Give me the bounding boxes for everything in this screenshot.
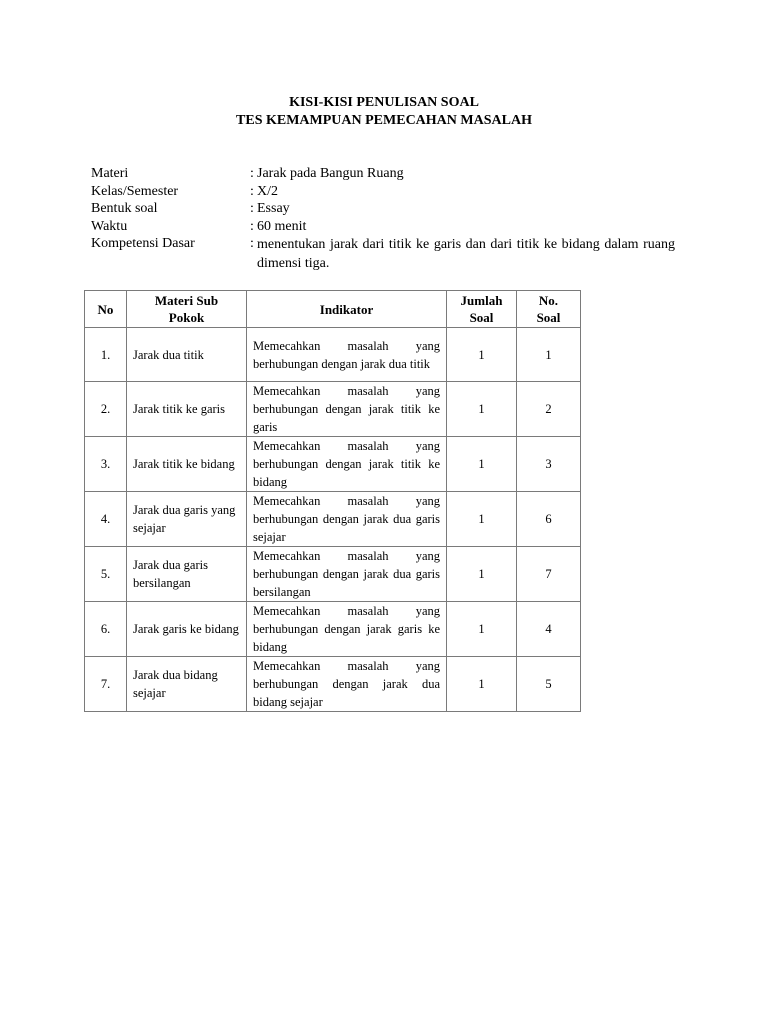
header-materi [127, 291, 247, 328]
table-row [85, 547, 581, 602]
cell-materi: Jarak titik ke garis [127, 382, 247, 437]
cell-indikator: Memecahkan masalah yang berhubungan dengan jarak titik ke bidang [247, 437, 447, 492]
info-value: 60 menit [257, 218, 307, 234]
cell-nosoal: 6 [517, 492, 581, 547]
cell-jumlah: 1 [447, 492, 517, 547]
info-colon: : [250, 218, 254, 234]
info-label: Kelas/Semester [91, 183, 179, 199]
header-materi-line1: Materi Sub [154, 293, 219, 308]
info-row-materi [91, 165, 681, 183]
table-header-row [85, 291, 581, 328]
info-row-kelas-semester [91, 183, 681, 201]
cell-indikator: Memecahkan masalah yang berhubungan dengan jarak dua bidang sejajar [247, 657, 447, 712]
info-value: Jarak pada Bangun Ruang [257, 166, 404, 181]
info-value: X/2 [257, 183, 278, 199]
header-nosoal-line1: No. [538, 293, 559, 308]
table-row [85, 328, 581, 382]
info-row-bentuk-soal [91, 200, 681, 218]
cell-no: 6. [85, 602, 127, 657]
cell-nosoal: 5 [517, 657, 581, 712]
info-row-kompetensi-dasar [91, 235, 681, 272]
cell-indikator: Memecahkan masalah yang berhubungan dengan jarak dua titik [247, 328, 447, 382]
header-jumlah-line2: Soal [469, 310, 494, 325]
cell-nosoal: 2 [517, 382, 581, 437]
header-no: No [85, 291, 127, 328]
info-colon: : [250, 236, 254, 252]
header-indikator: Indikator [247, 291, 447, 328]
cell-nosoal: 3 [517, 437, 581, 492]
cell-indikator: Memecahkan masalah yang berhubungan dengan jarak dua garis sejajar [247, 492, 447, 547]
cell-indikator: Memecahkan masalah yang berhubungan dengan jarak dua garis bersilangan [247, 547, 447, 602]
header-materi-line2: Pokok [168, 310, 205, 325]
cell-materi: Jarak dua garis bersilangan [127, 547, 247, 602]
info-colon: : [250, 201, 254, 217]
info-value: Essay [257, 201, 290, 217]
cell-jumlah: 1 [447, 657, 517, 712]
info-label: Materi [91, 166, 129, 181]
cell-nosoal: 4 [517, 602, 581, 657]
document-subtitle: TES KEMAMPUAN PEMECAHAN MASALAH [236, 113, 532, 128]
table-row [85, 602, 581, 657]
cell-no: 1. [85, 328, 127, 382]
cell-no: 5. [85, 547, 127, 602]
cell-nosoal: 1 [517, 328, 581, 382]
cell-jumlah: 1 [447, 602, 517, 657]
cell-indikator: Memecahkan masalah yang berhubungan dengan jarak garis ke bidang [247, 602, 447, 657]
cell-jumlah: 1 [447, 328, 517, 382]
cell-materi: Jarak dua titik [127, 328, 247, 382]
cell-materi: Jarak dua bidang sejajar [127, 657, 247, 712]
table-row [85, 657, 581, 712]
cell-no: 7. [85, 657, 127, 712]
info-colon: : [250, 166, 254, 181]
cell-no: 3. [85, 437, 127, 492]
header-jumlah [447, 291, 517, 328]
table-row [85, 492, 581, 547]
info-colon: : [250, 183, 254, 199]
header-nosoal-line2: Soal [536, 310, 561, 325]
header-nosoal [517, 291, 581, 328]
table-row [85, 382, 581, 437]
table-row [85, 437, 581, 492]
cell-materi: Jarak dua garis yang sejajar [127, 492, 247, 547]
info-label: Kompetensi Dasar [91, 236, 195, 252]
info-value: menentukan jarak dari titik ke garis dan dari titik ke bidang dalam ruang dimensi tiga. [257, 237, 675, 272]
cell-materi: Jarak titik ke bidang [127, 437, 247, 492]
cell-no: 4. [85, 492, 127, 547]
kisi-kisi-table [84, 290, 581, 712]
cell-indikator: Memecahkan masalah yang berhubungan dengan jarak titik ke garis [247, 382, 447, 437]
document-title: KISI-KISI PENULISAN SOAL [289, 95, 479, 110]
cell-jumlah: 1 [447, 547, 517, 602]
header-jumlah-line1: Jumlah [460, 293, 503, 308]
cell-jumlah: 1 [447, 437, 517, 492]
cell-nosoal: 7 [517, 547, 581, 602]
cell-materi: Jarak garis ke bidang [127, 602, 247, 657]
info-row-waktu [91, 218, 681, 236]
info-label: Waktu [91, 218, 128, 234]
info-label: Bentuk soal [91, 201, 158, 217]
cell-jumlah: 1 [447, 382, 517, 437]
info-section [91, 165, 681, 272]
cell-no: 2. [85, 382, 127, 437]
